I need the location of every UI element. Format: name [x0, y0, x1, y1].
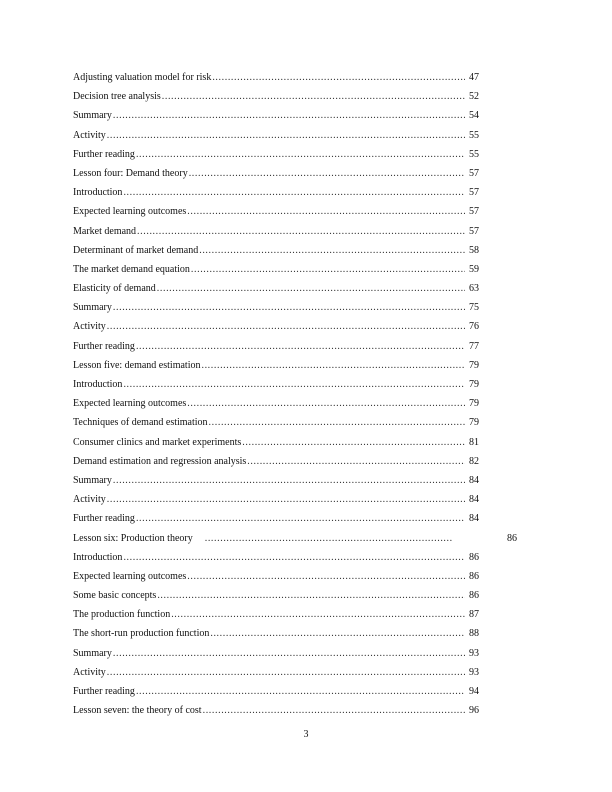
toc-entry[interactable] [73, 145, 479, 164]
toc-entry-page: 94 [469, 686, 479, 697]
toc-entry-title: Introduction [73, 187, 123, 199]
toc-entry[interactable] [73, 260, 479, 279]
toc-entry[interactable] [73, 87, 479, 106]
leader-dots [113, 644, 465, 663]
toc-entry[interactable] [73, 241, 479, 260]
toc-entry[interactable] [73, 663, 479, 682]
toc-entry-title: Activity [73, 321, 106, 333]
toc-entry-title: Further reading [73, 340, 135, 352]
toc-entry-title: Introduction [73, 379, 123, 390]
leader-dots [113, 106, 465, 125]
toc-entry-title: Lesson five: demand estimation [73, 359, 201, 371]
toc-entry-page: 79 [469, 359, 479, 371]
toc-entry-title: Some basic concepts [73, 590, 157, 602]
toc-entry-title: The production function [73, 609, 171, 621]
toc-entry-title: Activity [73, 666, 106, 678]
leader-dots [113, 471, 465, 490]
leader-dots [107, 317, 465, 336]
toc-entry-page: 79 [469, 417, 479, 429]
leader-dots [123, 375, 465, 394]
leader-dots [136, 145, 465, 164]
toc-entry-title: Summary [73, 110, 112, 122]
leader-dots [157, 586, 465, 605]
toc-entry-title: Demand estimation and regression analysis [73, 455, 247, 467]
toc-entry[interactable] [73, 567, 479, 586]
toc-entry-title: Further reading [73, 513, 135, 525]
leader-dots [187, 394, 465, 413]
toc-entry[interactable] [73, 529, 517, 548]
leader-dots [205, 529, 453, 548]
toc-entry-page: 86 [469, 551, 479, 563]
toc-entry[interactable] [73, 202, 479, 221]
toc-entry[interactable] [73, 701, 479, 720]
toc-entry-page: 58 [469, 244, 479, 256]
toc-entry[interactable] [73, 337, 479, 356]
toc-entry[interactable] [73, 605, 479, 624]
toc-entry-page: 93 [469, 647, 479, 659]
toc-entry-title: Lesson seven: the theory of cost [73, 705, 202, 717]
toc-entry-page: 84 [469, 494, 479, 506]
leader-dots [107, 490, 465, 509]
leader-dots [162, 87, 465, 106]
toc-entry-page: 88 [469, 628, 479, 640]
toc-entry-page: 84 [469, 513, 479, 525]
toc-entry[interactable] [73, 164, 479, 183]
toc-entry-page: 47 [469, 72, 479, 83]
toc-entry-page: 57 [469, 187, 479, 199]
toc-entry[interactable] [73, 644, 479, 663]
toc-entry-page: 55 [469, 148, 479, 160]
toc-entry[interactable] [73, 413, 479, 432]
toc-entry[interactable] [73, 183, 479, 202]
toc-entry-page: 82 [469, 455, 479, 467]
toc-entry-title: Expected learning outcomes [73, 398, 187, 410]
toc-entry[interactable] [73, 509, 479, 528]
toc-entry-page: 86 [507, 532, 517, 544]
toc-entry-title: Techniques of demand estimation [73, 417, 208, 429]
leader-dots [210, 624, 465, 643]
toc-entry-page: 79 [469, 398, 479, 410]
toc-entry[interactable] [73, 548, 479, 567]
leader-dots [242, 433, 465, 452]
toc-entry-title: Adjusting valuation model for risk [73, 72, 212, 83]
toc-entry-page: 86 [469, 590, 479, 602]
leader-dots [189, 164, 465, 183]
toc-entry[interactable] [73, 375, 479, 394]
toc-entry-title: The market demand equation [73, 263, 190, 275]
leader-dots [137, 222, 465, 241]
toc-entry[interactable] [73, 682, 479, 701]
toc-entry-page: 96 [469, 705, 479, 717]
toc-entry-title: Further reading [73, 148, 135, 160]
leader-dots [209, 413, 465, 432]
leader-dots [107, 663, 465, 682]
toc-entry[interactable] [73, 317, 479, 336]
toc-entry[interactable] [73, 126, 479, 145]
toc-entry-title: Lesson six: Production theory [73, 532, 193, 544]
toc-entry[interactable] [73, 452, 479, 471]
toc-entry-page: 63 [469, 283, 479, 295]
toc-entry[interactable] [73, 624, 479, 643]
toc-entry[interactable] [73, 471, 479, 490]
toc-entry-title: Decision tree analysis [73, 91, 161, 103]
toc-entry[interactable] [73, 586, 479, 605]
leader-dots [187, 202, 465, 221]
toc-entry-title: Consumer clinics and market experiments [73, 436, 242, 448]
toc-entry-title: Determinant of market demand [73, 244, 199, 256]
toc-entry-page: 55 [469, 129, 479, 141]
leader-dots [203, 701, 465, 720]
toc-entry-page: 54 [469, 110, 479, 122]
toc-entry-page: 79 [469, 379, 479, 390]
leader-dots [123, 183, 465, 202]
toc-entry-title: Summary [73, 647, 112, 659]
leader-dots [212, 68, 465, 87]
leader-dots [136, 337, 465, 356]
toc-entry[interactable] [73, 490, 479, 509]
leader-dots [123, 548, 465, 567]
toc-entry-title: Activity [73, 494, 106, 506]
toc-entry-page: 59 [469, 263, 479, 275]
toc-entry-title: Expected learning outcomes [73, 570, 187, 582]
toc-entry-page: 57 [469, 167, 479, 179]
toc-entry-page: 93 [469, 666, 479, 678]
toc-entry-page: 77 [469, 340, 479, 352]
toc-entry[interactable] [73, 394, 479, 413]
leader-dots [136, 509, 465, 528]
toc-entry-title: Activity [73, 129, 106, 141]
toc-entry[interactable] [73, 279, 479, 298]
toc-entry[interactable] [73, 433, 479, 452]
toc-entry[interactable] [73, 356, 479, 375]
leader-dots [199, 241, 465, 260]
toc-entry[interactable] [73, 298, 479, 317]
toc-entry-page: 87 [469, 609, 479, 621]
toc-entry-page: 57 [469, 206, 479, 218]
leader-dots [171, 605, 465, 624]
toc-entry-title: Further reading [73, 686, 135, 697]
table-of-contents [73, 68, 517, 720]
toc-entry-title: The short-run production function [73, 628, 210, 640]
toc-entry[interactable] [73, 68, 479, 87]
toc-entry-page: 86 [469, 570, 479, 582]
leader-dots [247, 452, 465, 471]
toc-entry-title: Market demand [73, 225, 137, 237]
toc-entry-page: 76 [469, 321, 479, 333]
toc-entry-page: 57 [469, 225, 479, 237]
leader-dots [201, 356, 465, 375]
toc-entry-page: 52 [469, 91, 479, 103]
toc-entry-page: 75 [469, 302, 479, 314]
leader-dots [157, 279, 465, 298]
toc-entry-title: Introduction [73, 551, 123, 563]
leader-dots [113, 298, 465, 317]
toc-entry[interactable] [73, 106, 479, 125]
leader-dots [136, 682, 465, 701]
toc-entry-title: Summary [73, 474, 112, 486]
page-number: 3 [303, 729, 309, 740]
toc-entry-page: 84 [469, 474, 479, 486]
toc-entry-title: Expected learning outcomes [73, 206, 187, 218]
toc-entry-title: Elasticity of demand [73, 283, 156, 295]
toc-entry-title: Lesson four: Demand theory [73, 167, 188, 179]
toc-entry-title: Summary [73, 302, 112, 314]
leader-dots [191, 260, 465, 279]
leader-dots [187, 567, 465, 586]
toc-entry-page: 81 [469, 436, 479, 448]
leader-dots [107, 126, 465, 145]
toc-entry[interactable] [73, 222, 479, 241]
